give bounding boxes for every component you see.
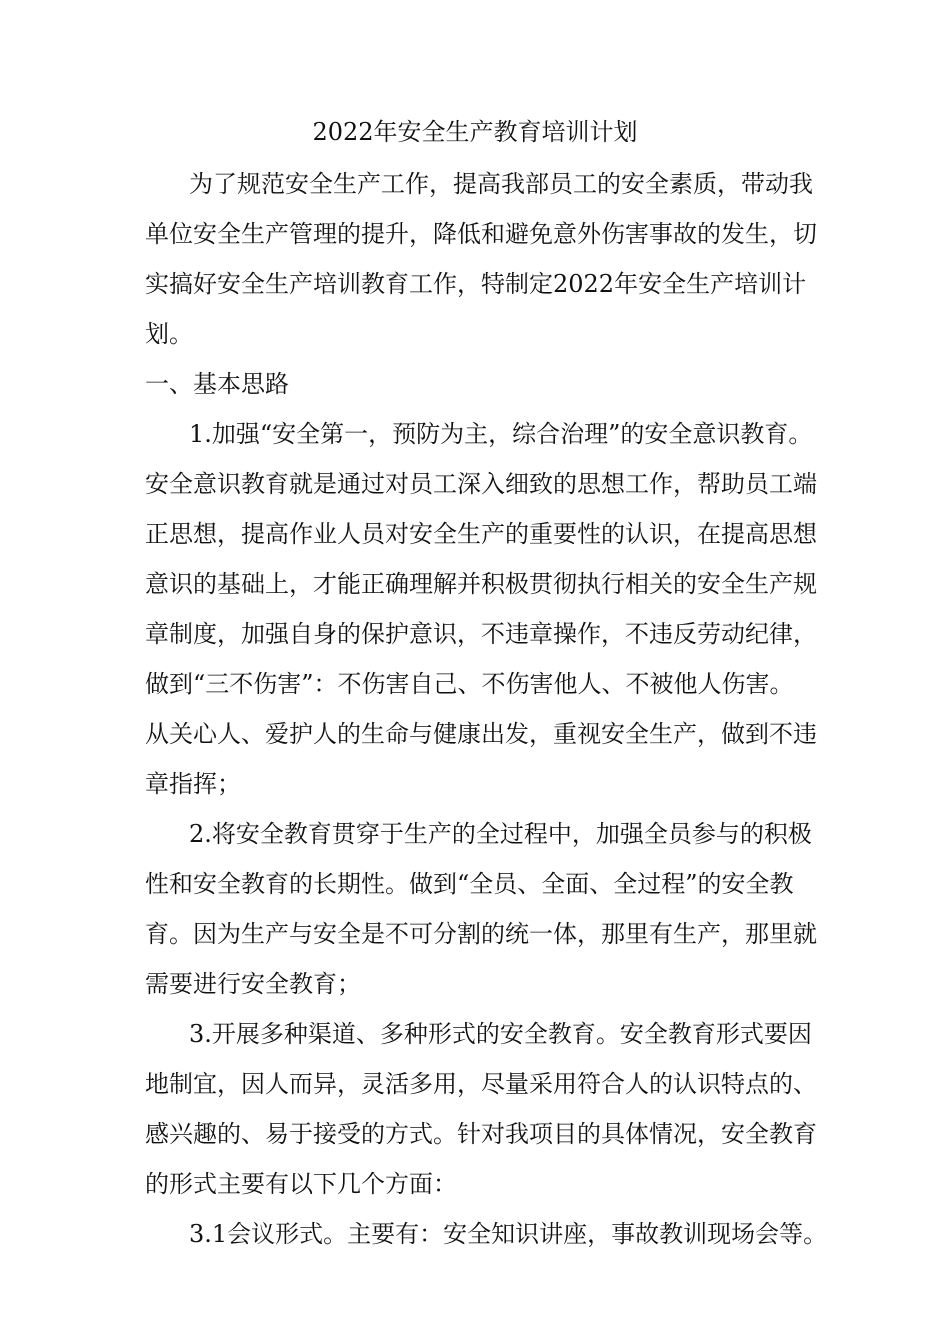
paragraph-line: 章制度，加强自身的保护意识，不违章操作，不违反劳动纪律， [145,620,817,648]
paragraph-line: 地制宜，因人而异，灵活多用，尽量采用符合人的认识特点的、 [145,1070,817,1098]
paragraph-line: 性和安全教育的长期性。做到“全员、全面、全过程”的安全教 [145,870,794,898]
paragraph-line: 为了规范安全生产工作，提高我部员工的安全素质，带动我 [189,170,813,198]
paragraph-line: 章指挥； [145,770,241,798]
paragraph-line: 的形式主要有以下几个方面： [145,1170,457,1198]
paragraph-line: 2.将安全教育贯穿于生产的全过程中，加强全员参与的积极 [189,820,812,848]
document-title: 2022年安全生产教育培训计划 [312,118,638,146]
paragraph-line: 感兴趣的、易于接受的方式。针对我项目的具体情况，安全教育 [145,1120,817,1148]
paragraph-line: 正思想，提高作业人员对安全生产的重要性的认识，在提高思想 [145,520,817,548]
section-heading: 一、基本思路 [145,370,289,398]
paragraph-line: 做到“三不伤害”：不伤害自己、不伤害他人、不被他人伤害。 [145,670,794,698]
paragraph-line: 从关心人、爱护人的生命与健康出发，重视安全生产，做到不违 [145,720,817,748]
paragraph-line: 1.加强“安全第一，预防为主，综合治理”的安全意识教育。 [189,420,813,448]
paragraph-line: 育。因为生产与安全是不可分割的统一体，那里有生产，那里就 [145,920,817,948]
paragraph-line: 3.开展多种渠道、多种形式的安全教育。安全教育形式要因 [189,1020,812,1048]
paragraph-line: 需要进行安全教育； [145,970,361,998]
paragraph-line: 安全意识教育就是通过对员工深入细致的思想工作，帮助员工端 [145,470,817,498]
paragraph-line: 单位安全生产管理的提升，降低和避免意外伤害事故的发生，切 [145,220,817,248]
paragraph-line: 3.1会议形式。主要有：安全知识讲座，事故教训现场会等。 [189,1220,828,1248]
paragraph-line: 划。 [145,320,193,348]
paragraph-line: 意识的基础上，才能正确理解并积极贯彻执行相关的安全生产规 [145,570,817,598]
paragraph-line: 实搞好安全生产培训教育工作，特制定2022年安全生产培训计 [145,270,807,298]
